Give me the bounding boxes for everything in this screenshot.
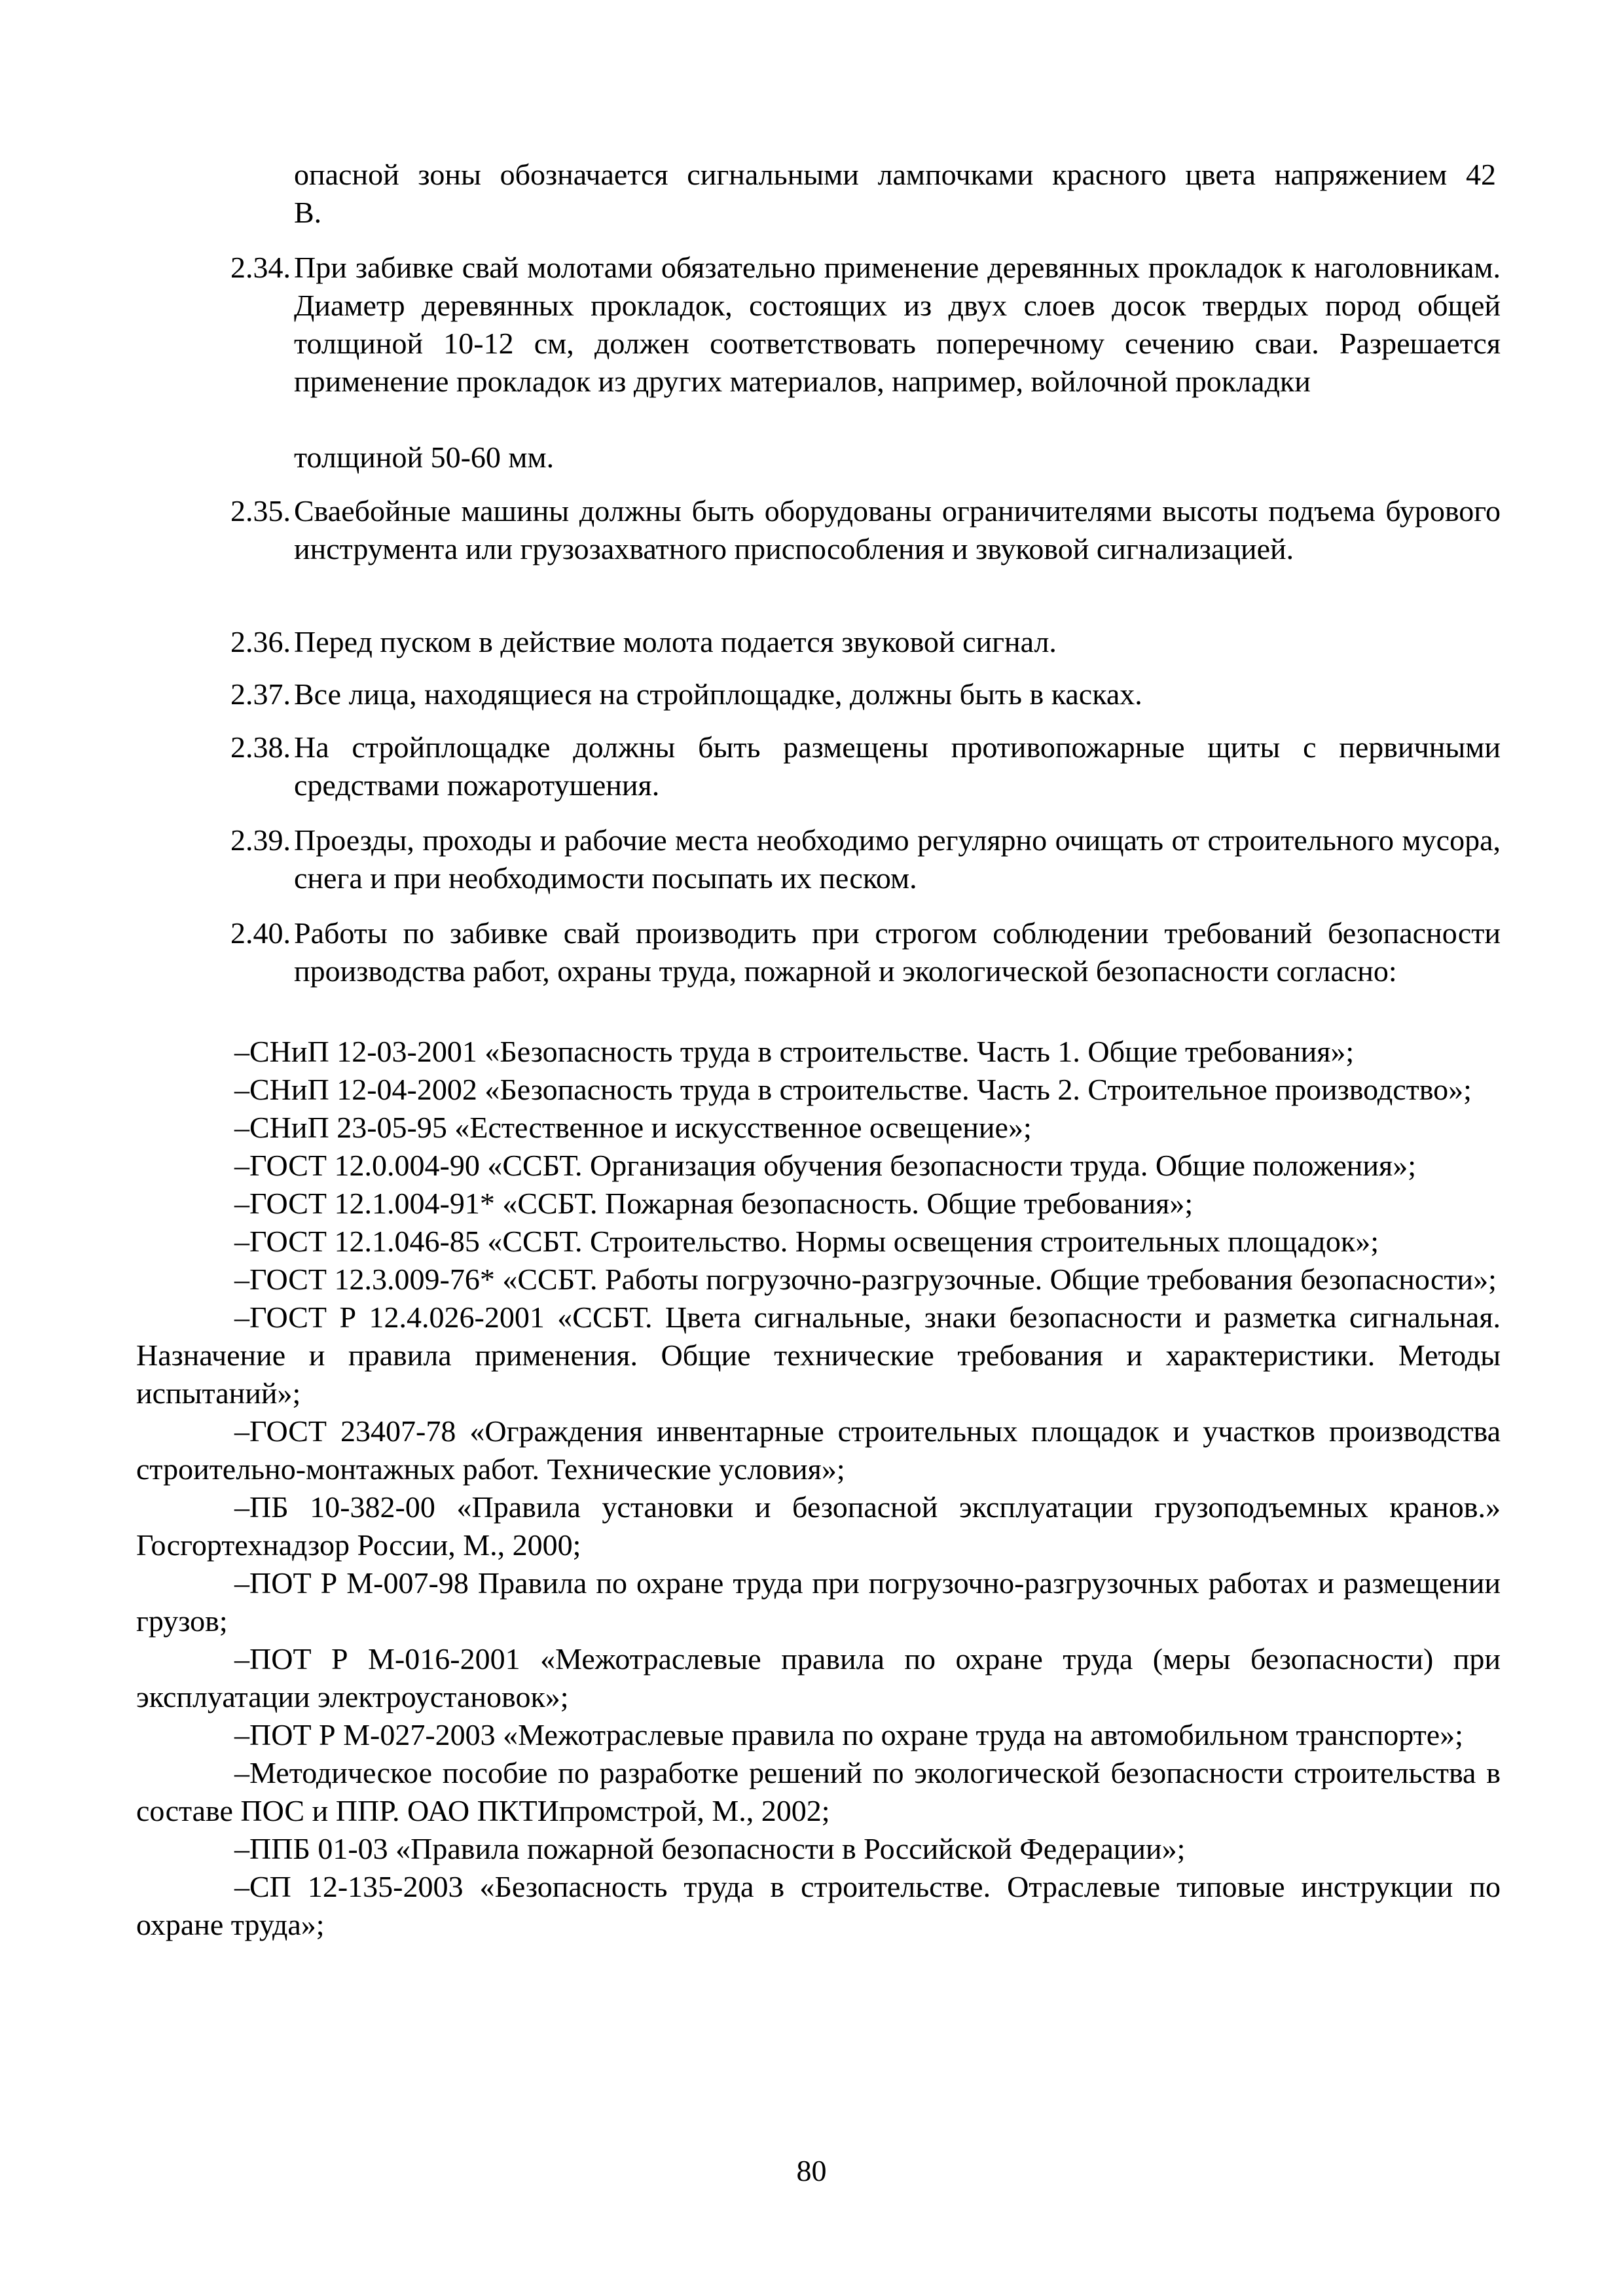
- paragraph-continued-end: В.: [294, 196, 322, 229]
- numbered-item-2-40: [230, 914, 1501, 990]
- item-number: 2.36.: [230, 625, 291, 658]
- numbered-item-2-38: [230, 728, 1501, 804]
- item-number: 2.35.: [230, 494, 291, 528]
- numbered-item-2-35: [230, 492, 1501, 568]
- reference-item: –ГОСТ 12.1.046-85 «ССБТ. Строительство. Нормы освещения строительных площадок»;: [234, 1225, 1379, 1258]
- reference-item: –ПОТ Р М-007-98 Правила по охране труда при погрузочно-разгрузочных работах и размещении грузов;: [136, 1566, 1501, 1638]
- item-text: Работы по забивке свай производить при строгом соблюдении требований безопасности производства работ, охраны труда, пожарной и экологической безопасности согласно:: [294, 916, 1501, 988]
- reference-item: –ПОТ Р М-027-2003 «Межотраслевые правила по охране труда на автомобильном транспорте»;: [234, 1718, 1463, 1751]
- reference-item: –ГОСТ 23407-78 «Ограждения инвентарные строительных площадок и участков производства строительно-монтажных работ. Технические условия»;: [136, 1414, 1501, 1486]
- reference-item: –ПБ 10-382-00 «Правила установки и безопасной эксплуатации грузоподъемных кранов.» Госгортехнадзор России, М., 2000;: [136, 1490, 1501, 1562]
- item-text: На стройплощадке должны быть размещены противопожарные щиты с первичными средствами пожаротушения.: [294, 730, 1501, 802]
- item-number: 2.37.: [230, 677, 291, 711]
- numbered-item-2-39: [230, 821, 1501, 897]
- numbered-item-2-37: [230, 675, 1501, 713]
- paragraph-continued-line: опасной зоны обозначается сигнальными лампочками красного цвета напряжением 42: [294, 158, 1496, 191]
- reference-item: –Методическое пособие по разработке решений по экологической безопасности строительства в составе ПОС и ППР. ОАО ПКТИпромстрой, М., 2002;: [136, 1756, 1501, 1827]
- reference-item: –ГОСТ 12.0.004-90 «ССБТ. Организация обучения безопасности труда. Общие положения»;: [234, 1149, 1416, 1182]
- reference-item: –ППБ 01-03 «Правила пожарной безопасности в Российской Федерации»;: [234, 1832, 1186, 1865]
- item-number: 2.34.: [230, 251, 291, 284]
- item-number: 2.40.: [230, 916, 291, 950]
- item-text-tail: толщиной 50-60 мм.: [294, 440, 555, 474]
- reference-item: –СНиП 23-05-95 «Естественное и искусственное освещение»;: [234, 1111, 1032, 1144]
- reference-item: –ПОТ Р М-016-2001 «Межотраслевые правила по охране труда (меры безопасности) при эксплуатации электроустановок»;: [136, 1642, 1501, 1713]
- item-text: При забивке свай молотами обязательно применение деревянных прокладок к наголовникам. Диаметр деревянных прокладок, состоящих из двух слоев досок твердых пород общей толщиной 10-12 см, должен соответствовать поперечному сечению сваи. Разрешается применение прокладок из других материалов, например, войлочной прокладки: [294, 251, 1501, 398]
- reference-item: –ГОСТ 12.3.009-76* «ССБТ. Работы погрузочно-разгрузочные. Общие требования безопасности»;: [234, 1263, 1497, 1296]
- numbered-item-2-36: [230, 623, 1501, 661]
- item-text: Перед пуском в действие молота подается звуковой сигнал.: [294, 625, 1057, 658]
- reference-item: –СНиП 12-03-2001 «Безопасность труда в строительстве. Часть 1. Общие требования»;: [234, 1035, 1355, 1068]
- reference-item: –СП 12-135-2003 «Безопасность труда в строительстве. Отраслевые типовые инструкции по охране труда»;: [136, 1870, 1501, 1941]
- item-text: Все лица, находящиеся на стройплощадке, должны быть в касках.: [294, 677, 1142, 711]
- item-text: Проезды, проходы и рабочие места необходимо регулярно очищать от строительного мусора, снега и при необходимости посыпать их песком.: [294, 823, 1501, 895]
- reference-item: –ГОСТ Р 12.4.026-2001 «ССБТ. Цвета сигнальные, знаки безопасности и разметка сигнальная. Назначение и правила применения. Общие технические требования и характеристики. Методы испытаний»;: [136, 1300, 1501, 1410]
- normative-references-list: [136, 1033, 1501, 1944]
- numbered-item-2-34: [230, 249, 1501, 401]
- reference-item: –СНиП 12-04-2002 «Безопасность труда в строительстве. Часть 2. Строительное производство»;: [234, 1073, 1472, 1106]
- item-text: Сваебойные машины должны быть оборудованы ограничителями высоты подъема бурового инструмента или грузозахватного приспособления и звуковой сигнализацией.: [294, 494, 1501, 565]
- item-number: 2.38.: [230, 730, 291, 764]
- item-number: 2.39.: [230, 823, 291, 857]
- reference-item: –ГОСТ 12.1.004-91* «ССБТ. Пожарная безопасность. Общие требования»;: [234, 1187, 1194, 1220]
- page-number: 80: [796, 2154, 827, 2187]
